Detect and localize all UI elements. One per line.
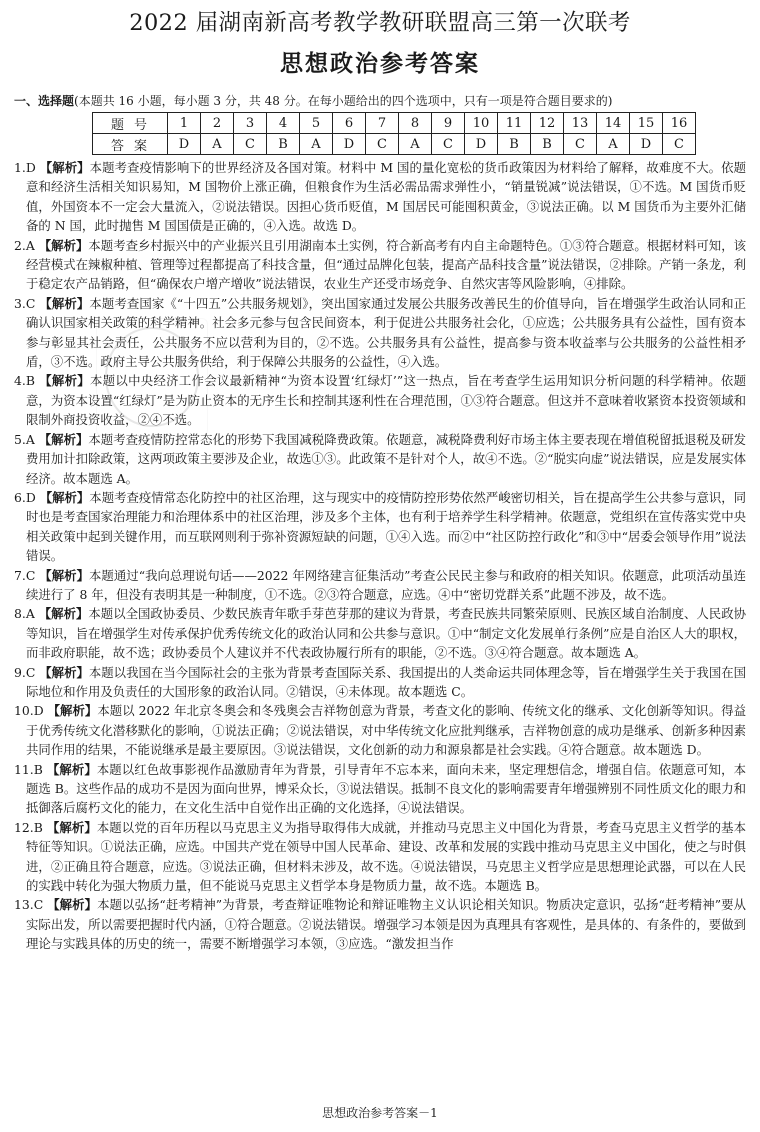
- item-number: 7.C: [14, 567, 36, 583]
- explanation-item: [14, 371, 746, 429]
- explanation-item: [14, 604, 746, 662]
- document-subtitle: 思想政治参考答案: [280, 50, 480, 77]
- item-number: 6.D: [14, 489, 36, 505]
- answer-cell: A: [201, 134, 234, 155]
- answer-cell: A: [300, 134, 333, 155]
- question-number: 9: [432, 113, 465, 134]
- item-number: 5.A: [14, 431, 35, 447]
- section-heading: [14, 94, 746, 109]
- question-number: 8: [399, 113, 432, 134]
- item-number: 11.B: [14, 761, 43, 777]
- item-number: 2.A: [14, 237, 35, 253]
- page-footer: 思想政治参考答案－1: [322, 1106, 438, 1120]
- answer-table-answer-row: [93, 134, 696, 155]
- answer-cell: B: [498, 134, 531, 155]
- row-label-number: 题号: [93, 113, 168, 134]
- explanation-list: [14, 158, 746, 954]
- explanation-item: [14, 488, 746, 566]
- item-text: 本题以我国在当今国际社会的主张为背景考查国际关系、我国提出的人类命运共同体理念等，旨在增强学生关于我国在国际地位和作用及负责任的大国形象的政治认同。②错误，④未体现。故本题选 C。: [26, 664, 747, 699]
- answer-cell: D: [333, 134, 366, 155]
- item-number: 13.C: [14, 897, 44, 913]
- item-text: 本题考查疫情常态化防控中的社区治理，这与现实中的疫情防控形势依然严峻密切相关，旨在提高学生公共参与意识，同时也是考查国家治理能力和治理体系中的社区治理，涉及多个主体，也有利于培养学生科学精神。依题意，党组织在宣传落实党中央相关政策中起到关键作用，而互联网则利于弥补资源短缺的问题，①④入选。而②中“社区防控行政化”和③中“居委会领导作用”说法错误。: [26, 489, 747, 564]
- answer-cell: A: [399, 134, 432, 155]
- explanation-item: [14, 701, 746, 759]
- explanation-item: [14, 818, 746, 896]
- analysis-tag: 【解析】: [47, 897, 98, 913]
- explanation-item: [14, 430, 746, 488]
- item-text: 本题以 2022 年北京冬奥会和冬残奥会吉祥物创意为背景，考查文化的影响、传统文化的继承、文化创新等知识。得益于优秀传统文化潜移默化的影响，①说法正确；②说法错误，对中华传统文化应批判继承，吉祥物创意的成功是继承、创新多种因素共同作用的结果，不能说继承是最主要原因。③说法错误，文化创新的动力和源泉都是社会实践。④符合题意。故本题选 D。: [26, 703, 746, 758]
- analysis-tag: 【解析】: [46, 761, 97, 777]
- item-text: 本题考查乡村振兴中的产业振兴且引用湖南本土实例，符合新高考有内自主命题特色。①③符合题意。根据材料可知，该经营模式在辣椒种植、管理等过程都提高了科技含量，但“通过品牌化包装，提高产品科技含量”说法错误，②排除。产销一条龙，利于稳定农产品销路，但“确保农户增产增收”说法错误，农业生产还受市场竞争、自然灾害等风险影响，④排除。: [26, 237, 747, 292]
- question-number: 10: [465, 113, 498, 134]
- question-number: 2: [201, 113, 234, 134]
- row-label-answer: 答案: [93, 134, 168, 155]
- analysis-tag: 【解析】: [47, 703, 98, 719]
- answer-cell: C: [234, 134, 267, 155]
- item-text: 本题考查疫情影响下的世界经济及各国对策。材料中 M 国的量化宽松的货币政策因为材料给了解释，故难度不大。依题意和经济生活相关知识易知，M 国物价上涨正确，但粮食作为生活必需品需求弹性小，“销量锐减”说法错误，①不选。M 国货币贬值，外国资本不一定会大量流入，②说法错误。因担心货币贬值，M 国居民可能囤积黄金，③说法正确。以 M 国货币为主要外汇储备的 N 国，此时抛售 M 国国债是正确的，④入选。故选 D。: [26, 160, 746, 234]
- explanation-item: [14, 663, 746, 702]
- analysis-tag: 【解析】: [39, 664, 89, 680]
- explanation-item: [14, 236, 746, 294]
- question-number: 15: [630, 113, 663, 134]
- analysis-tag: 【解析】: [38, 606, 89, 622]
- answer-cell: C: [564, 134, 597, 155]
- question-number: 5: [300, 113, 333, 134]
- exam-title: 2022 届湖南新高考教学教研联盟高三第一次联考: [129, 10, 631, 36]
- question-number: 12: [531, 113, 564, 134]
- answer-cell: B: [531, 134, 564, 155]
- question-number: 4: [267, 113, 300, 134]
- analysis-tag: 【解析】: [39, 373, 90, 389]
- answer-table: [92, 112, 696, 155]
- answer-cell: D: [630, 134, 663, 155]
- answer-cell: C: [663, 134, 696, 155]
- question-number: 1: [168, 113, 201, 134]
- item-number: 3.C: [14, 295, 36, 311]
- item-number: 1.D: [14, 160, 36, 175]
- analysis-tag: 【解析】: [39, 160, 90, 175]
- item-text: 本题通过“我向总理说句话——2022 年网络建言征集活动”考查公民民主参与和政府的相关知识。依题意，此项活动虽连续进行了 8 年，但没有表明其是一种制度，①不选。②③符合题意，应选。④中“密切党群关系”此题不涉及，故不选。: [26, 567, 746, 602]
- analysis-tag: 【解析】: [39, 489, 90, 505]
- answer-cell: D: [465, 134, 498, 155]
- answer-table-number-row: [93, 113, 696, 134]
- explanation-item: [14, 294, 746, 372]
- answer-cell: B: [267, 134, 300, 155]
- question-number: 6: [333, 113, 366, 134]
- analysis-tag: 【解析】: [46, 819, 97, 835]
- answer-cell: A: [597, 134, 630, 155]
- item-text: 本题以全国政协委员、少数民族青年歌手芽芭芽那的建议为背景，考查民族共同繁荣原则、民族区域自治制度、人民政协等知识，旨在增强学生对传承保护优秀传统文化的政治认同和公共参与意识。①中“制定文化发展单行条例”应是自治区人大的职权，而非政府职能，故不选；政协委员个人建议并不代表政协履行所有的职能，②不选。③④符合题意。故本题选 A。: [26, 606, 747, 661]
- item-text: 本题考查国家《“十四五”公共服务规划》，突出国家通过发展公共服务改善民生的价值导向，旨在增强学生政治认同和正确认识国家相关政策的科学精神。社会多元参与包含民间资本，利于促进公共服务社会化，①应选；公共服务具有公益性，国有资本参与彰显其社会责任，公共服务不应以营利为目的，②不选。公共服务具有公益性，提高参与资本收益率与公共服务的公益性相矛盾，③不选。政府主导公共服务供给，利于保障公共服务的公益性，④入选。: [26, 295, 747, 370]
- item-number: 12.B: [14, 819, 43, 835]
- item-text: 本题考查疫情防控常态化的形势下我国减税降费政策。依题意，减税降费利好市场主体主要表现在增值税留抵退税及研发费用加计扣除政策，这两项政策主要涉及企业，故选①③。此政策不是针对个人，故④不选。②“脱实向虚”说法错误，应是发展实体经济。故本题选 A。: [26, 431, 747, 486]
- question-number: 14: [597, 113, 630, 134]
- explanation-item: [14, 566, 746, 605]
- explanation-item: [14, 158, 746, 236]
- item-number: 8.A: [14, 606, 35, 622]
- question-number: 11: [498, 113, 531, 134]
- question-number: 13: [564, 113, 597, 134]
- answer-cell: C: [366, 134, 399, 155]
- item-text: 本题以党的百年历程以马克思主义为指导取得伟大成就，并推动马克思主义中国化为背景，考查马克思主义哲学的基本特征等知识。①说法正确，应选。中国共产党在领导中国人民革命、建设、改革和发展的实践中推动马克思主义中国化，使之与时俱进，②正确且符合题意，应选。③说法正确，但材料未涉及，故不选。④说法错误，马克思主义哲学应是思想理论武器，可以在人民的实践中转化为强大物质力量，但不能说马克思主义哲学本身是物质力量，故不选。本题选 B。: [26, 819, 747, 894]
- question-number: 16: [663, 113, 696, 134]
- item-number: 4.B: [14, 373, 35, 389]
- analysis-tag: 【解析】: [38, 237, 89, 253]
- analysis-tag: 【解析】: [38, 431, 89, 447]
- answer-cell: D: [168, 134, 201, 155]
- answer-cell: C: [432, 134, 465, 155]
- item-number: 10.D: [14, 703, 44, 719]
- section-note: (本题共 16 小题，每小题 3 分，共 48 分。在每小题给出的四个选项中，只有一项是符合题目要求的): [74, 94, 613, 108]
- section-title: 一、选择题: [14, 94, 75, 108]
- item-number: 9.C: [14, 664, 36, 680]
- explanation-item: [14, 895, 746, 953]
- item-text: 本题以中央经济工作会议最新精神“为资本设置‘红绿灯’”这一热点，旨在考查学生运用知识分析问题的科学精神。依题意，为资本设置“红绿灯”是为防止资本的无序生长和控制其逐利性在合理范围，①③符合题意。但这并不意味着收紧资本投资领域和限制外商投资收益，②④不选。: [26, 373, 746, 428]
- analysis-tag: 【解析】: [39, 567, 89, 583]
- item-text: 本题以弘扬“赶考精神”为背景，考查辩证唯物论和辩证唯物主义认识论相关知识。物质决定意识，弘扬“赶考精神”要从实际出发，所以需要把握时代内涵，①符合题意。②说法错误。增强学习本领是因为真理具有客观性，是具体的、有条件的，要做到理论与实践具体的历史的统一，需要不断增强学习本领，③应选。“激发担当作: [26, 897, 746, 952]
- question-number: 3: [234, 113, 267, 134]
- analysis-tag: 【解析】: [39, 295, 90, 311]
- item-text: 本题以红色故事影视作品激励青年为背景，引导青年不忘本来，面向未来，坚定理想信念，增强自信。依题意可知，本题选 B。这些作品的成功不是因为面向世界，博采众长，③说法错误。抵制不良文化的影响需要青年增强辨别不同性质文化的眼力和抵御落后腐朽文化的能力，在文化生活中自觉作出正确的文化选择，④说法错误。: [26, 761, 747, 816]
- question-number: 7: [366, 113, 399, 134]
- explanation-item: [14, 760, 746, 818]
